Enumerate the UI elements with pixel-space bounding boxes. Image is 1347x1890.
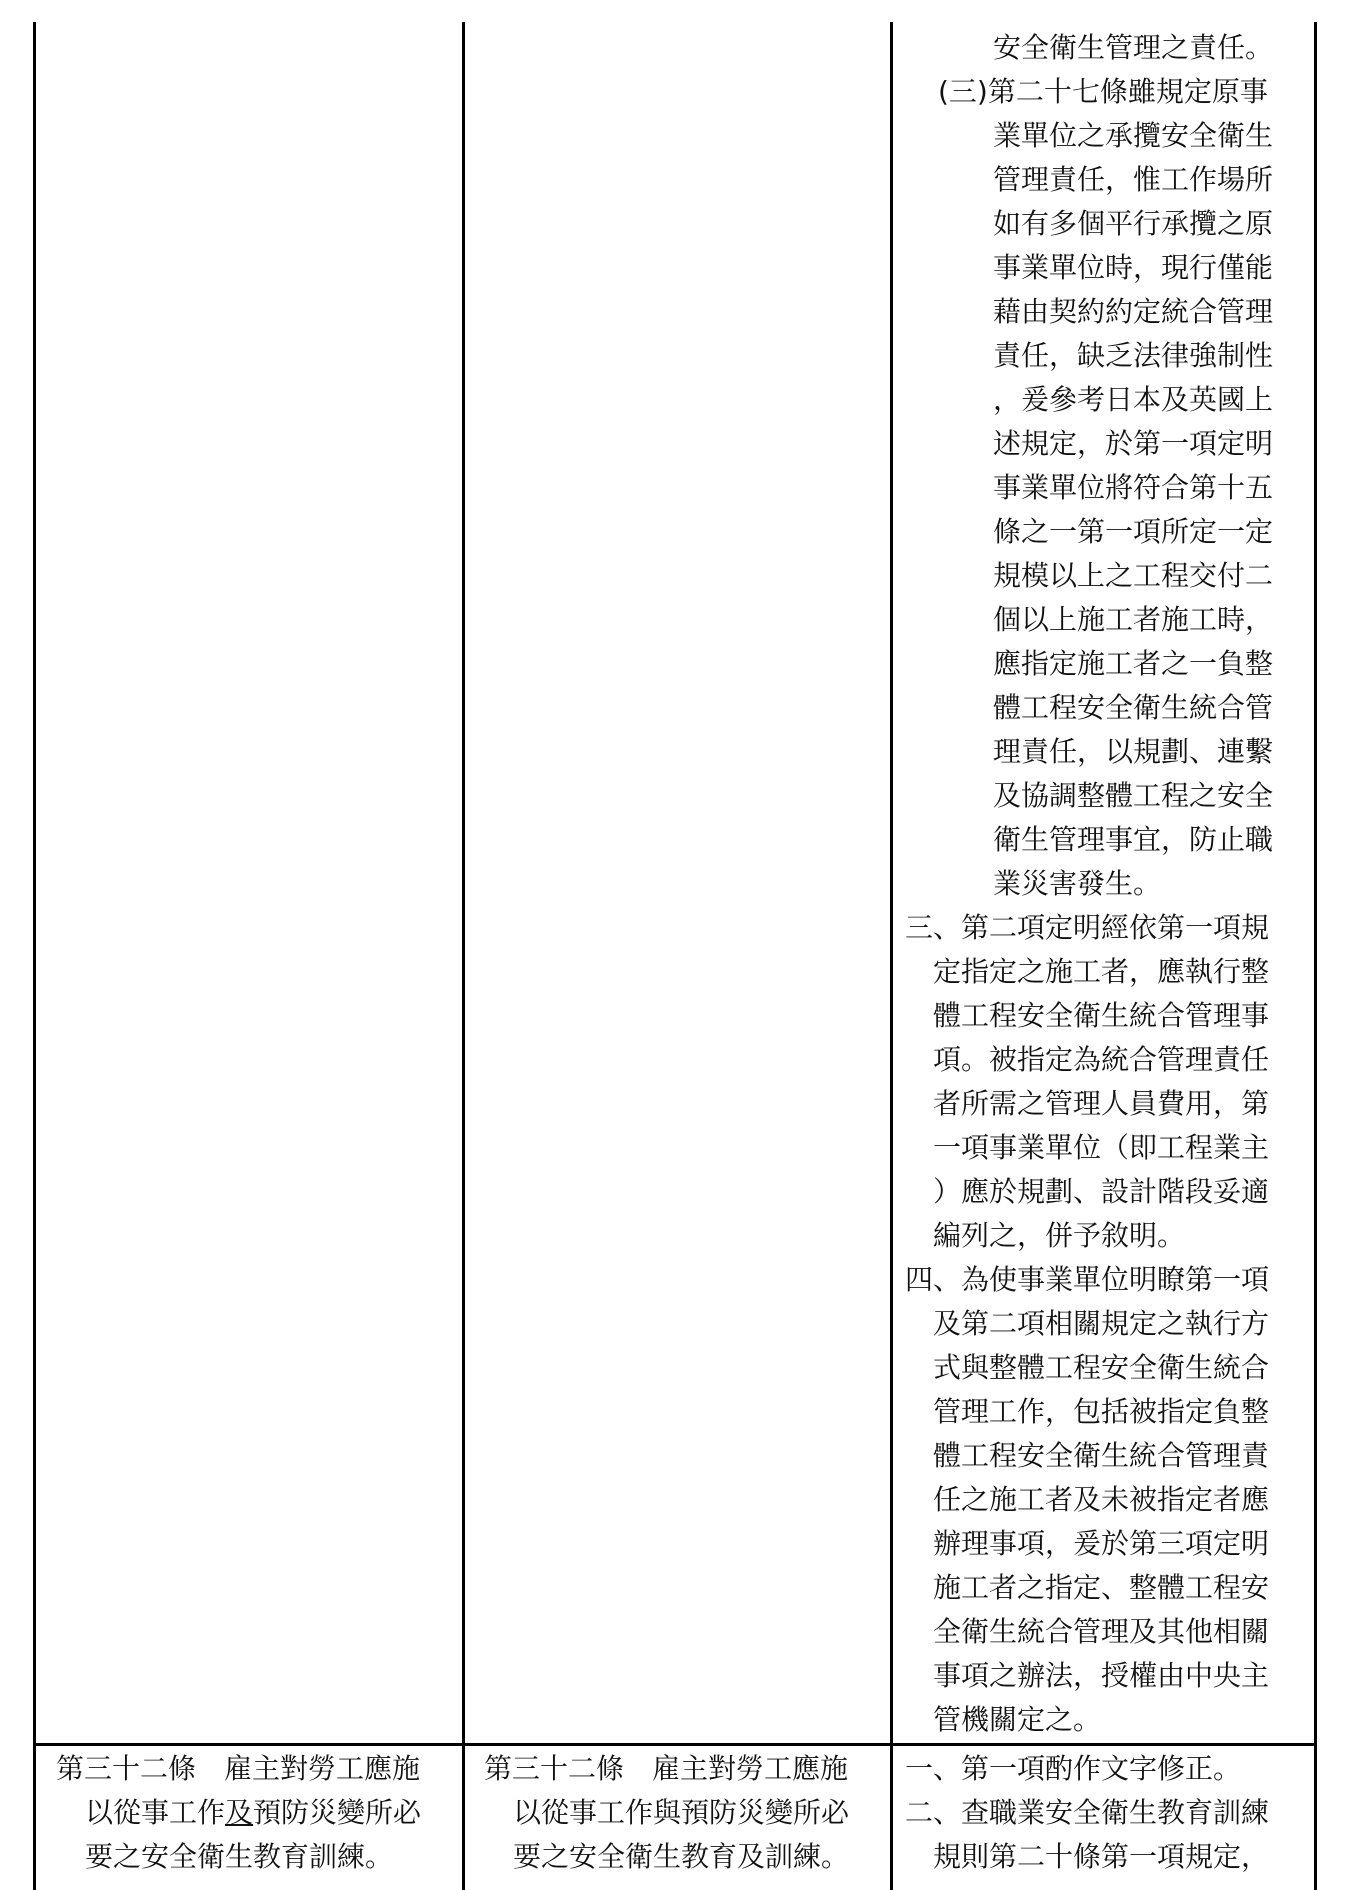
text-line: ）應於規劃、設計階段妥適 [933, 1175, 1270, 1208]
text-line: 個以上施工者施工時， [993, 603, 1274, 636]
text-line: 一、第一項酌作文字修正。 [905, 1752, 1242, 1785]
text-line: 衛生管理事宜，防止職 [993, 823, 1274, 856]
text-line: ，爰參考日本及英國上 [993, 383, 1274, 416]
text-line: 事業單位將符合第十五 [993, 471, 1274, 504]
text-line: 者所需之管理人員費用，第 [933, 1087, 1270, 1120]
table-border-right [1314, 22, 1317, 1890]
text-line: 管機關定之。 [933, 1703, 1102, 1736]
text-line: 全衛生統合管理及其他相關 [933, 1615, 1270, 1648]
text-line: 應指定施工者之一負整 [993, 647, 1274, 680]
text-line: 要之安全衛生教育及訓練。 [513, 1840, 850, 1873]
text-line: 第三十二條 雇主對勞工應施 [56, 1752, 421, 1785]
text-line: 要之安全衛生教育訓練。 [85, 1840, 394, 1873]
text-line: 規模以上之工程交付二 [993, 559, 1274, 592]
text-line: 業單位之承攬安全衛生 [993, 119, 1274, 152]
text-line: 一項事業單位（即工程業主 [933, 1131, 1270, 1164]
text-line: 安全衛生管理之責任。 [993, 31, 1274, 64]
text-line: 責任，缺乏法律強制性 [993, 339, 1274, 372]
text-line: 規則第二十條第一項規定， [933, 1840, 1270, 1873]
text-line: 體工程安全衛生統合管理事 [933, 999, 1270, 1032]
text-line: 式與整體工程安全衛生統合 [933, 1351, 1270, 1384]
text-line: 施工者之指定、整體工程安 [933, 1571, 1270, 1604]
text-line: 條之一第一項所定一定 [993, 515, 1274, 548]
text-segment: 以從事工作 [85, 1796, 226, 1829]
text-segment: 預防災變所必 [253, 1796, 422, 1829]
text-line: 及第二項相關規定之執行方 [933, 1307, 1270, 1340]
table-border-left [33, 22, 36, 1890]
text-line: 定指定之施工者，應執行整 [933, 955, 1270, 988]
text-line: 管理工作，包括被指定負整 [933, 1395, 1270, 1428]
text-line: 任之施工者及未被指定者應 [933, 1483, 1270, 1516]
column-divider-2 [890, 22, 893, 1890]
text-line: 體工程安全衛生統合管理責 [933, 1439, 1270, 1472]
text-line: 辦理事項，爰於第三項定明 [933, 1527, 1270, 1560]
text-line: 二、查職業安全衛生教育訓練 [905, 1796, 1270, 1829]
text-line [85, 1796, 421, 1830]
text-line: 四、為使事業單位明瞭第一項 [905, 1263, 1270, 1296]
row-divider [33, 1743, 1317, 1746]
column-divider-1 [462, 22, 465, 1890]
text-line: 管理責任，惟工作場所 [993, 163, 1274, 196]
text-line: 事項之辦法，授權由中央主 [933, 1659, 1270, 1692]
text-line: 編列之，併予敘明。 [933, 1219, 1186, 1252]
text-line: 項。被指定為統合管理責任 [933, 1043, 1270, 1076]
text-line: 體工程安全衛生統合管 [993, 691, 1274, 724]
text-line: 理責任，以規劃、連繫 [993, 735, 1274, 768]
text-line: 如有多個平行承攬之原 [993, 207, 1274, 240]
text-line: 及協調整體工程之安全 [993, 779, 1274, 812]
text-line: 事業單位時，現行僅能 [993, 251, 1274, 284]
text-line: 第三十二條 雇主對勞工應施 [484, 1752, 849, 1785]
text-line: 以從事工作與預防災變所必 [513, 1796, 850, 1829]
underlined-amendment: 及 [225, 1796, 254, 1829]
text-line: 三、第二項定明經依第一項規 [905, 911, 1270, 944]
text-line: (三)第二十七條雖規定原事 [938, 75, 1268, 108]
text-line: 業災害發生。 [993, 867, 1162, 900]
text-line: 述規定，於第一項定明 [993, 427, 1274, 460]
text-line: 藉由契約約定統合管理 [993, 295, 1274, 328]
